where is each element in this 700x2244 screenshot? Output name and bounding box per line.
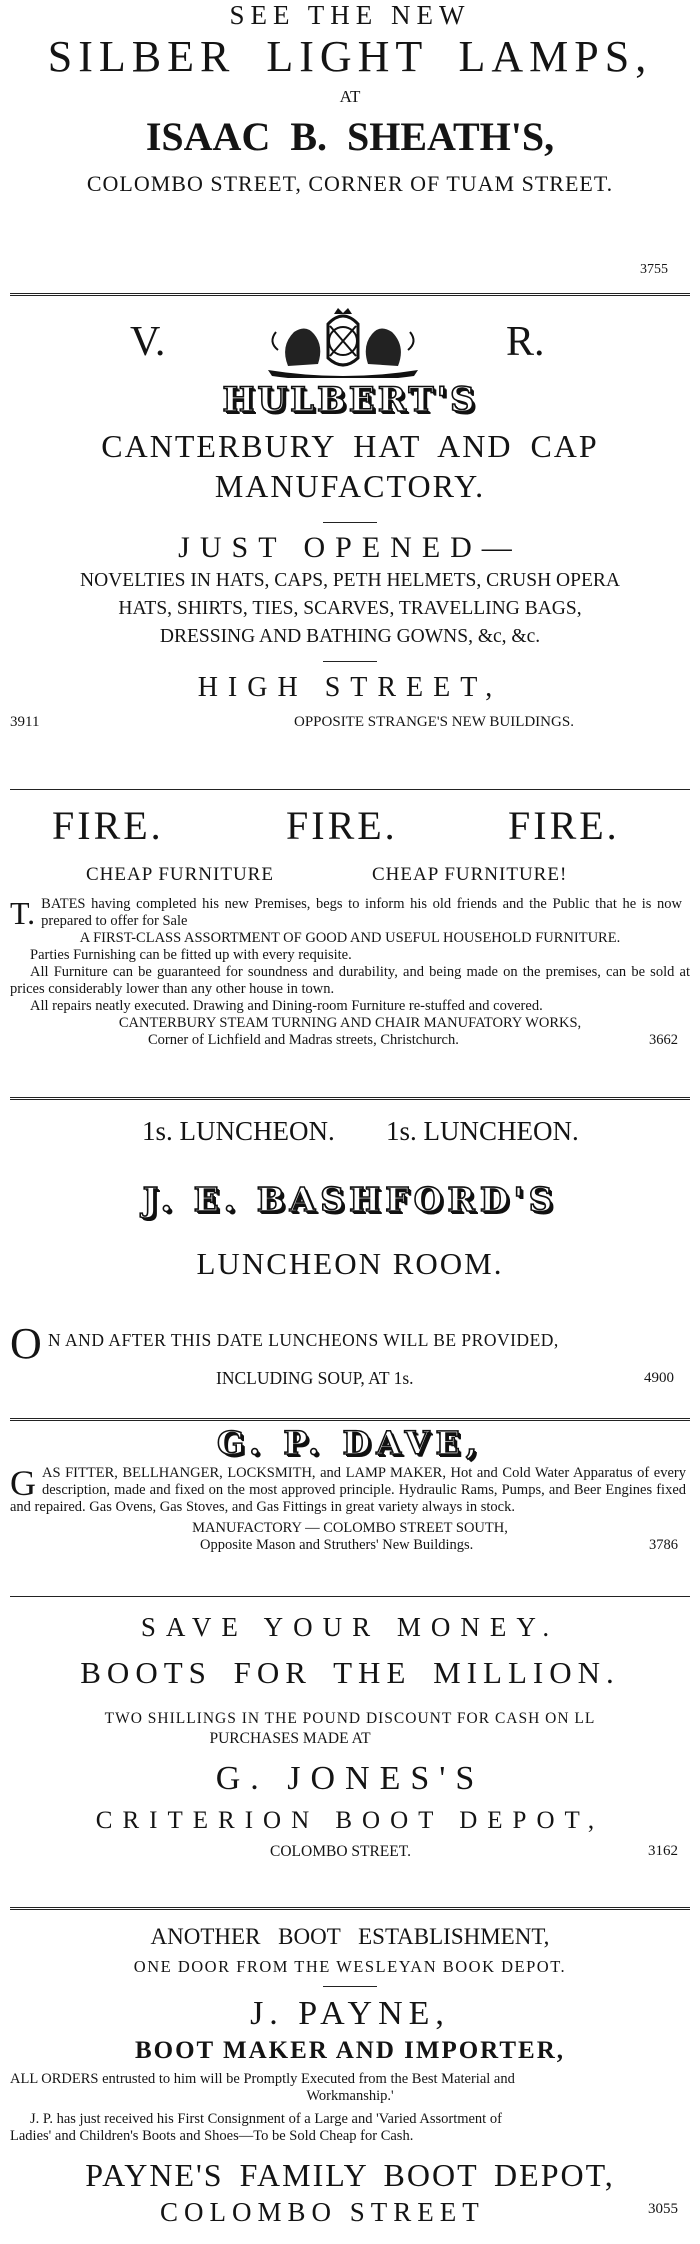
ad3-p4: All Furniture can be guaranteed for soundness and durability, and being made on the premises, can be sold at prices considerably lower than any other house in town. [10, 964, 690, 997]
fire-row [10, 790, 690, 852]
ad6-street: COLOMBO STREET. [270, 1843, 411, 1860]
ad1-line3: AT [339, 87, 361, 106]
ad2-opposite: OPPOSITE STRANGE'S NEW BUILDINGS. [294, 714, 574, 730]
ad2-r: R. [506, 319, 545, 365]
ad-hulberts [10, 296, 690, 789]
ad6-save: SAVE YOUR MONEY. [140, 1612, 560, 1642]
divider [10, 1907, 690, 1910]
ad2-title2: MANUFACTORY. [214, 468, 486, 504]
ad3-footer [10, 1032, 690, 1050]
ad7-consign1: J. P. has just received his First Consignment of a Large and 'Varied Assortment of [30, 2111, 502, 2127]
ad6-number: 3162 [648, 1843, 678, 1859]
divider [10, 1596, 690, 1597]
ad4-name: J. E. BASHFORD'S [142, 1180, 558, 1219]
ad-bashford-luncheon [10, 1100, 690, 1418]
ad3-para1 [10, 896, 690, 930]
ad7-number: 3055 [648, 2201, 678, 2217]
ad5-number: 3786 [649, 1537, 678, 1553]
ad4-lunch1: 1s. LUNCHEON. [142, 1116, 335, 1146]
ad3-cheap2: CHEAP FURNITURE! [372, 864, 568, 885]
ad3-fire-2: FIRE. [286, 803, 398, 848]
ad3-fire-1: FIRE. [52, 803, 164, 848]
luncheon-row [10, 1100, 690, 1162]
ad2-list3: DRESSING AND BATHING GOWNS, &c, &c. [159, 626, 541, 647]
ad7-another: ANOTHER BOOT ESTABLISHMENT, [150, 1924, 550, 1949]
ad7-family: PAYNE'S FAMILY BOOT DEPOT, [85, 2157, 615, 2193]
ad6-boots: BOOTS FOR THE MILLION. [80, 1655, 620, 1690]
ad5-p2: MANUFACTORY — COLOMBO STREET SOUTH, [192, 1520, 508, 1536]
ad6-depot: CRITERION BOOT DEPOT, [95, 1807, 605, 1834]
ad3-p6: CANTERBURY STEAM TURNING AND CHAIR MANUFATORY WORKS, [118, 1015, 582, 1031]
ad2-number: 3911 [10, 714, 40, 730]
ad2-list2: HATS, SHIRTS, TIES, SCARVES, TRAVELLING BAGS, [118, 598, 582, 619]
short-rule [323, 1986, 377, 1987]
ad-silber-lamps [10, 0, 690, 293]
ad3-p7: Corner of Lichfield and Madras streets, Christchurch. [148, 1032, 459, 1048]
ad7-door: ONE DOOR FROM THE WESLEYAN BOOK DEPOT. [133, 1957, 567, 1976]
ad7-footer [10, 2197, 690, 2237]
ad5-footer [10, 1537, 690, 1557]
cheap-row [10, 852, 690, 896]
ad2-list1: NOVELTIES IN HATS, CAPS, PETH HELMETS, CRUSH OPERA [80, 570, 620, 591]
ad7-colombo: COLOMBO STREET [160, 2197, 485, 2227]
ad1-line2: SILBER LIGHT LAMPS, [47, 32, 653, 81]
ad4-drop: O [10, 1319, 42, 1368]
ad6-discount2: PURCHASES MADE AT [209, 1730, 371, 1747]
ad-jones-boots [10, 1603, 690, 1907]
ad2-street: HIGH STREET, [197, 672, 503, 703]
ad4-number: 4900 [644, 1370, 674, 1386]
crest-row [10, 296, 690, 378]
ad2-title1: CANTERBURY HAT AND CAP [101, 428, 599, 464]
ad-dave-gas-fitter [10, 1421, 690, 1596]
ad1-number: 3755 [640, 262, 668, 277]
ad3-p2: A FIRST-CLASS ASSORTMENT OF GOOD AND USEFUL HOUSEHOLD FURNITURE. [79, 930, 621, 946]
ad2-footer [10, 708, 690, 738]
ad7-orders1: ALL ORDERS entrusted to him will be Promptly Executed from the Best Material and [10, 2071, 515, 2087]
ad3-drop: T. [10, 895, 36, 931]
ad7-name: J. PAYNE, [250, 1995, 450, 2032]
ad7-consign2: Ladies' and Children's Boots and Shoes—To be Sold Cheap for Cash. [10, 2128, 414, 2144]
ad-bates-furniture [10, 790, 690, 1097]
ad-payne-boots [10, 1920, 690, 2244]
ad2-opened: JUST OPENED— [178, 531, 522, 564]
ad1-line5: COLOMBO STREET, CORNER OF TUAM STREET. [86, 171, 614, 196]
ad2-name: HULBERT'S [222, 380, 478, 420]
ad5-p3: Opposite Mason and Struthers' New Buildings. [200, 1537, 474, 1553]
ad4-line2: INCLUDING SOUP, AT 1s. [216, 1368, 414, 1388]
ad4-room: LUNCHEON ROOM. [196, 1246, 504, 1281]
ad4-line1: N AND AFTER THIS DATE LUNCHEONS WILL BE PROVIDED, [48, 1330, 559, 1350]
ad3-cheap1: CHEAP FURNITURE [86, 864, 274, 885]
ad6-footer [10, 1839, 690, 1863]
short-rule [323, 661, 377, 662]
ad5-drop: G [10, 1463, 36, 1503]
short-rule [323, 522, 377, 523]
royal-coat-of-arms-icon [258, 306, 428, 378]
ad3-number: 3662 [649, 1032, 678, 1048]
ad6-name: G. JONES'S [215, 1760, 485, 1797]
ad1-line4: ISAAC B. SHEATH'S, [145, 114, 555, 159]
ad4-body [10, 1312, 690, 1422]
ad3-p3: Parties Furnishing can be fitted up with every requisite. [30, 947, 352, 963]
ad5-p1: AS FITTER, BELLHANGER, LOCKSMITH, and LAMP MAKER, Hot and Cold Water Apparatus of every description, made and fixed on the most approved principle. Hydraulic Rams, Pumps, and Beer Engines fixed and repaired. Gas Ovens, Gas Stoves, and Gas Fittings in great variety always in stock. [10, 1465, 686, 1515]
ad7-orders2: Workmanship.' [306, 2088, 394, 2104]
ad5-para [10, 1465, 690, 1516]
ad6-discount1: TWO SHILLINGS IN THE POUND DISCOUNT FOR CASH ON LL [104, 1710, 596, 1727]
ad7-trade: BOOT MAKER AND IMPORTER, [134, 2037, 566, 2064]
ad3-p5: All repairs neatly executed. Drawing and Dining-room Furniture re-stuffed and covered. [30, 998, 543, 1014]
ad3-fire-3: FIRE. [508, 803, 620, 848]
ad3-p1: BATES having completed his new Premises, begs to inform his old friends and the Public that he is now prepared to offer for Sale [41, 896, 682, 929]
ad2-v: V. [130, 319, 166, 365]
ad1-line1: SEE THE NEW [229, 0, 471, 30]
ad5-name: G. P. DAVE, [216, 1424, 484, 1462]
ad4-lunch2: 1s. LUNCHEON. [386, 1116, 579, 1146]
